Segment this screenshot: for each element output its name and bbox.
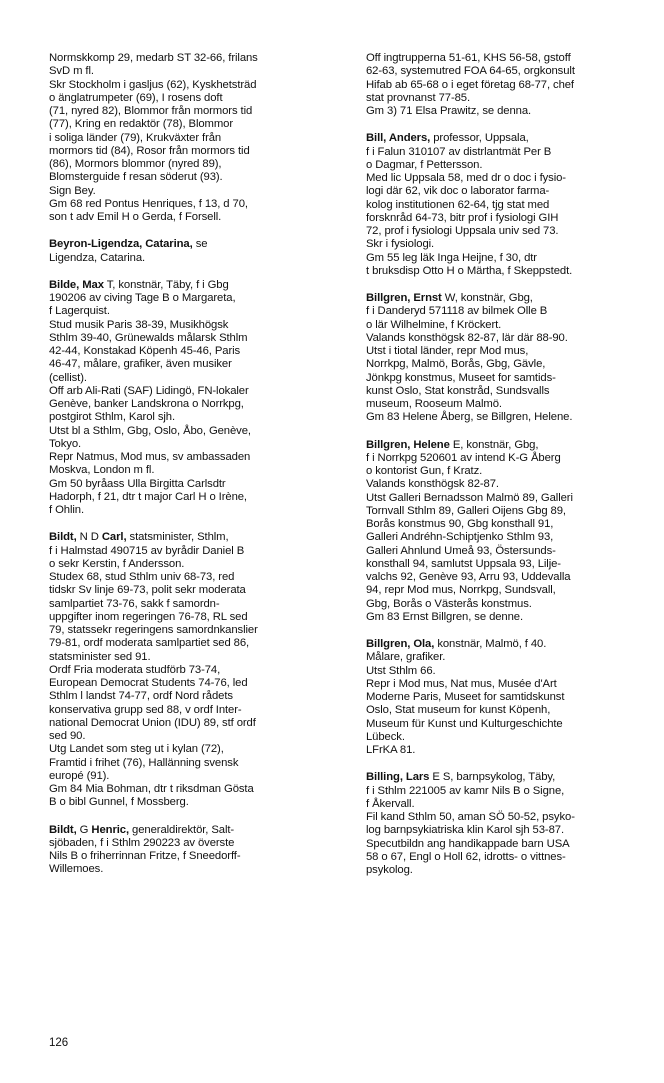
entry-text: professor, Uppsala, [430,132,529,145]
entry-line: psykolog. [366,864,413,876]
entry-line: Ordf Fria moderata studförb 73-74, [49,663,221,676]
entry [366,52,660,118]
entry-line: f i Norrkpg 520601 av intend K-G Åberg [366,451,561,464]
entry-line: logi där 62, vik doc o laborator farma- [366,185,550,198]
entry-line: (86), Mormors blommor (nyred 89), [49,158,222,170]
entry-line: uppgifter inom regeringen 76-78, RL sed [49,610,248,623]
entry-line: (cellist). [49,371,87,384]
entry-line: f i Sthlm 221005 av kamr Nils B o Signe, [366,784,565,797]
entry-line: Gm 68 red Pontus Henriques, f 13, d 70, [49,197,248,210]
entry-line: valchs 92, Genève 93, Arru 93, Uddevalla [366,571,571,583]
entry-line: Stud musik Paris 38-39, Musikhögsk [49,318,229,331]
entry-line: postgirot Sthlm, Karol sjh. [49,411,176,424]
entry-line: Valands konsthögsk 82-87, lär där 88-90. [366,331,568,344]
entry-headword: Henric, [91,823,130,836]
entry-line: museum, Rooseum Malmö. [366,398,502,410]
entry-line: LFrKA 81. [366,744,416,756]
entry-line: Utst Galleri Bernadsson Malmö 89, Galleri [366,491,573,504]
entry-line: Repr i Mod mus, Nat mus, Musée d'Art [366,677,557,690]
entry-line: son t adv Emil H o Gerda, f Forsell. [49,211,222,223]
entry-headword: Beyron-Ligendza, Catarina, [49,238,193,251]
entry-line: Studex 68, stud Sthlm univ 68-73, red [49,571,235,583]
entry-line: Willemoes. [49,863,104,876]
entry-line: Utst i tiotal länder, repr Mod mus, [366,345,529,357]
entry-line [366,638,660,651]
entry-line: konservativa grupp sed 88, v ordf Inter- [49,703,242,716]
entry-line: Sign Bey. [49,184,96,197]
entry-line [366,292,660,305]
entry-line: Utst bl a Sthlm, Gbg, Oslo, Åbo, Genève, [49,424,251,437]
entry-line: Specutbildn ang handikappade barn USA [366,837,570,850]
entry-line: Utg Landet som steg ut i kylan (72), [49,743,224,756]
entry-line: sjöbaden, f i Sthlm 290223 av överste [49,836,235,849]
entry [49,279,343,518]
page-number: 126 [49,1037,69,1049]
entry-line: Gbg, Borås o Västerås konstmus. [366,597,532,610]
entry-line: Gm 50 byråass Ulla Birgitta Carlsdtr [49,477,226,490]
entry-line: konsthall 94, samlutst Uppsala 93, Lilje- [366,557,561,570]
entry-line: Gm 83 Ernst Billgren, se denne. [366,610,524,623]
entry-line: f Ohlin. [49,504,84,516]
entry-line [366,132,660,145]
entry-line: f Åkervall. [366,797,415,810]
entry-headword: Billing, Lars [366,771,430,784]
entry [366,638,660,757]
entry-line: Gm 3) 71 Elsa Prawitz, se denna. [366,105,532,117]
entry-line: Gm 84 Mia Bohman, dtr t riksdman Gösta [49,783,254,795]
entry-line: f i Danderyd 571118 av bilmek Olle B [366,305,548,318]
entry-line: f i Falun 310107 av distrlantmät Per B [366,145,552,158]
entry-headword: Bill, Anders, [366,132,431,145]
entry-text: se [192,238,208,251]
entry-line: o änglatrumpeter (69), I rosens doft [49,91,223,104]
entry-line: samlpartiet 73-76, sakk f samordn- [49,597,220,610]
entry-line: Moderne Paris, Museet for samtidskunst [366,691,565,703]
entry-line: Hadorph, f 21, dtr t major Carl H o Irène, [49,490,247,503]
entry-line [49,238,343,251]
entry-surname: Bildt, [49,531,77,544]
entry-line: Oslo, Stat museum for kunst Köpenh, [366,704,551,717]
entry-line: Norrkpg, Malmö, Borås, Gbg, Gävle, [366,358,546,371]
entry-line: stat provnanst 77-85. [366,91,471,104]
entry-line: Sthlm 39-40, Grünewalds målarsk Sthlm [49,331,248,344]
entry-line: Nils B o friherrinnan Fritze, f Sneedorff- [49,850,241,862]
entry [366,771,660,877]
entry-line: Moskva, London m fl. [49,464,155,477]
entry-line: Skr Stockholm i gasljus (62), Kyskhetsträd [49,78,257,91]
entry-headword: Bilde, Max [49,278,104,291]
entry-text: statsminister, Sthlm, [126,531,229,544]
entry-line: Fil kand Sthlm 50, aman SÖ 50-52, psyko- [366,811,575,823]
entry-line: o sekr Kerstin, f Andersson. [49,557,185,570]
entry-headword: Billgren, Ernst [366,292,442,304]
entry-line: 94, repr Mod mus, Norrkpg, Sundsvall, [366,584,556,597]
entry-line: kunst Oslo, Stat konstråd, Sundsvalls [366,384,550,397]
entry-text: generaldirektör, Salt- [129,823,235,836]
entry-line: national Democrat Union (IDU) 89, stf ordf [49,716,256,729]
entry-line: Normskkomp 29, medarb ST 32-66, frilans [49,52,258,64]
entry-line: o Dagmar, f Pettersson. [366,158,483,171]
entry-line: t bruksdisp Otto H o Märtha, f Skeppstedt. [366,264,573,277]
entry-line: kolog institutionen 62-64, tjg stat med [366,198,550,211]
entry-line: log barnpsykiatriska klin Karol sjh 53-87. [366,824,564,837]
entry-line: Tokyo. [49,437,82,450]
entry [366,292,660,425]
entry-line: Borås konstmus 90, Gbg konsthall 91, [366,518,554,530]
entry-line: Framtid i frihet (76), Hallänning svensk [49,756,239,769]
entry [366,132,660,278]
entry-line: o lär Wilhelmine, f Kröckert. [366,318,502,331]
entry [49,824,343,877]
entry-line: statsminister sed 91. [49,650,151,663]
entry-text: konstnär, Malmö, f 40. [434,638,547,650]
entry-line: Utst Sthlm 66. [366,664,436,677]
entry-line [366,439,660,452]
entry-line: Blomsterguide f resan söderut (93). [49,171,223,184]
entry-line [366,771,660,784]
entry-line: o kontorist Gun, f Kratz. [366,465,483,477]
entry-line: Galleri Andréhn-Schiptjenko Sthlm 93, [366,531,554,544]
entry-line: Museum für Kunst und Kulturgeschichte [366,717,563,730]
entry-line: mormors tid (84), Rosor från mormors tid [49,144,250,157]
left-column [49,52,343,891]
entry-line: Gm 55 leg läk Inga Heijne, f 30, dtr [366,251,537,264]
entry-line: 42-44, Konstakad Köpenh 45-46, Paris [49,345,241,357]
entry-text: W, konstnär, Gbg, [441,292,533,304]
entry-line: forsknråd 64-73, bitr prof i fysiologi GIH [366,211,559,224]
entry-line: Gm 83 Helene Åberg, se Billgren, Helene. [366,411,573,424]
entry-line [49,531,343,544]
entry-line: 79, statssekr regeringens samordnkanslier [49,624,258,636]
entry [49,52,343,224]
entry-line: Ligendza, Catarina. [49,251,146,264]
entry-line: Sthlm l landst 74-77, ordf Nord rådets [49,690,233,703]
right-column [366,52,660,891]
entry-line: 46-47, målare, grafiker, även musiker [49,358,232,371]
entry-line: European Democrat Students 74-76, led [49,677,248,689]
entry-text: T, konstnär, Täby, f i Gbg [103,278,229,291]
entry-line: Jönkpg konstmus, Museet for samtids- [366,371,556,384]
entry-line: Genève, banker Landskrona o Norrkpg, [49,398,244,410]
entry-headword: Billgren, Helene [366,438,450,451]
entry-headword: Billgren, Ola, [366,638,435,650]
entry-line: (71, nyred 82), Blommor från mormors tid [49,105,253,117]
entry-text: G [76,823,92,836]
entry [49,238,343,265]
entry-line: f Lagerquist. [49,305,110,318]
entry-line: 58 o 67, Engl o Holl 62, idrotts- o vittnes- [366,850,566,863]
entry-line: f i Halmstad 490715 av byrådir Daniel B [49,544,245,557]
entry-line: 79-81, ordf moderata samlpartiet sed 86, [49,637,250,650]
entry-line [49,279,343,292]
entry-line: Tornvall Sthlm 89, Galleri Oijens Gbg 89, [366,504,566,517]
entry [49,531,343,809]
entry-headword: Carl, [101,531,127,544]
entry-line: europé (91). [49,769,110,782]
entry-line: Off arb Ali-Rati (SAF) Lidingö, FN-lokaler [49,384,249,397]
entry-line: 72, prof i fysiologi Uppsala univ sed 73. [366,225,559,237]
entry-surname: Bildt, [49,823,77,836]
entry-line: i soliga länder (79), Krukväxter från [49,131,222,144]
entry-line: 62-63, systemutred FOA 64-65, orgkonsult [366,65,575,78]
entry-line: Valands konsthögsk 82-87. [366,478,499,491]
entry-line: tidskr Sv linje 69-73, polit sekr moderata [49,584,246,597]
entry-line: Hifab ab 65-68 o i eget företag 68-77, chef [366,78,574,91]
entry-line: Målare, grafiker. [366,651,446,664]
entry-text: E, konstnär, Gbg, [449,438,539,451]
entry [366,439,660,625]
entry-line: Off ingtrupperna 51-61, KHS 56-58, gstoff [366,52,571,64]
entry-text: N D [76,531,102,544]
entry-line: SvD m fl. [49,65,94,78]
entry-line [49,824,343,837]
entry-line: Repr Natmus, Mod mus, sv ambassaden [49,451,251,463]
entry-line: (77), Kring en redaktör (78), Blommor [49,118,234,131]
entry-text: E S, barnpsykolog, Täby, [429,771,556,784]
entry-line: sed 90. [49,730,86,742]
entry-line: B o bibl Gunnel, f Mossberg. [49,796,189,809]
entry-line: Skr i fysiologi. [366,238,435,251]
entry-line: 190206 av civing Tage B o Margareta, [49,292,236,304]
entry-line: Lübeck. [366,730,405,743]
entry-line: Med lic Uppsala 58, med dr o doc i fysio- [366,172,566,184]
entry-line: Galleri Ahnlund Umeå 93, Östersunds- [366,544,556,557]
